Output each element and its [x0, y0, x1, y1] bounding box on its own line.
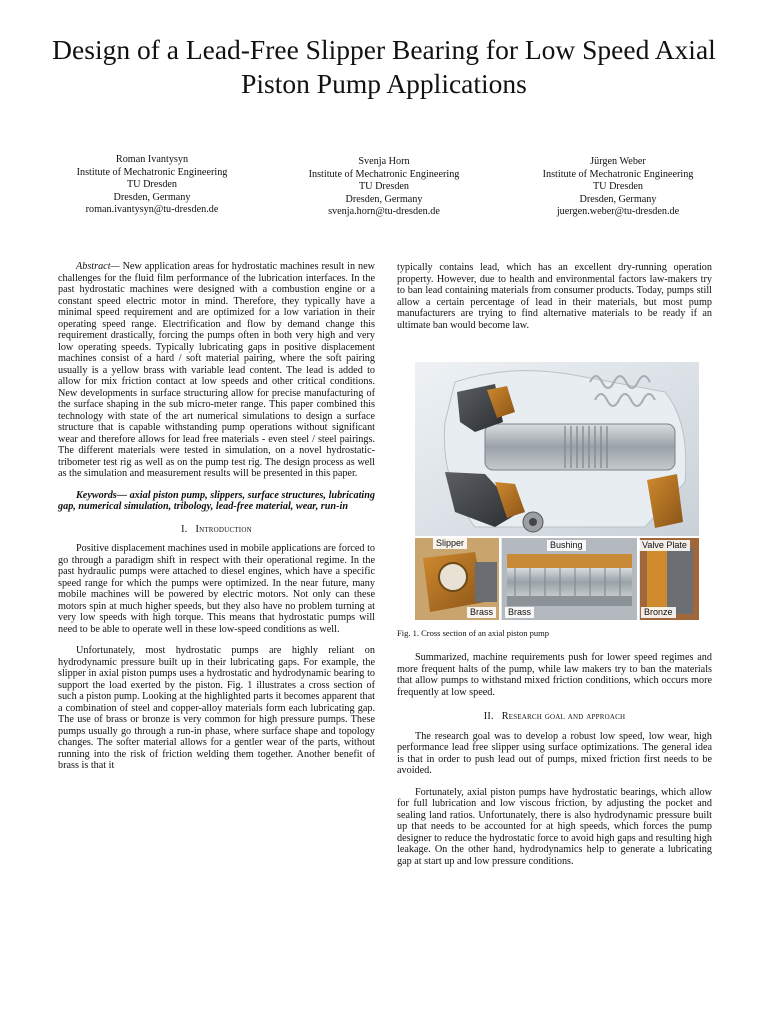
research-paragraph-1: The research goal was to develop a robust low speed, low wear, high performance lead free slipper using surface optimizations. The general idea is that in order to push lead out of pumps, mixed friction first needs to be avoided. — [397, 730, 712, 776]
section-number: II. — [483, 711, 494, 722]
figure-cross-section — [415, 362, 699, 620]
author-location: Dresden, Germany — [345, 193, 423, 205]
intro-paragraph-2: Unfortunately, most hydrostatic pumps are highly reliant on hydrodynamic pressure built up in their lubricating gaps. For example, the slipper in axial piston pumps uses a hydrostatic and hydrodynamic bearing to support the load exerted by the piston. Fig. 1 illustrates a cross section of such a piston pump. Looking at the highlighted parts it becomes apparent that a combination of steel and copper-alloy materials form each lubricating gap. The use of brass or bronze is very common for high pressure pumps. These pumps usually go through a run-in phase, where surface shape and topology changes. The softer material allows for a gentler wear of the parts, without running into the risk of friction welding them together. Another benefit of brass is that it — [58, 645, 375, 771]
intro-paragraph-2-continued: typically contains lead, which has an excellent dry-running operation property. However, due to health and environmental factors law-makers try to ban lead containing materials from consumer products. Today, pumps still allow a certain percentage of lead in their materials, but most pump manufacturers are trying to find alternative materials to be ready if an ultimate ban would become law. — [397, 262, 712, 331]
label-valve-plate: Valve Plate — [639, 540, 690, 551]
author-email[interactable]: roman.ivantysyn@tu-dresden.de — [85, 204, 219, 215]
author-institute: Institute of Mechatronic Engineering — [76, 166, 228, 178]
section-heading-intro — [58, 524, 375, 536]
author-block-3 — [498, 156, 738, 219]
author-institute: Institute of Mechatronic Engineering — [308, 168, 460, 180]
author-email[interactable]: juergen.weber@tu-dresden.de — [556, 206, 680, 217]
author-university: TU Dresden — [126, 179, 178, 190]
author-institute: Institute of Mechatronic Engineering — [542, 168, 694, 180]
right-column-bottom — [397, 652, 712, 867]
section-title: Introduction — [195, 523, 252, 535]
paper-title: Design of a Lead-Free Slipper Bearing for Low Speed Axial Piston Pump Applications — [52, 34, 716, 99]
keywords — [58, 490, 375, 513]
section-title: Research goal and approach — [501, 711, 626, 722]
abstract — [58, 261, 375, 480]
right-column-top — [397, 262, 712, 331]
abstract-text: New application areas for hydrostatic machines result in new challenges for the fluid film performance of the lubrication interfaces. In the past hydrostatic machines were designed with a combustion engine or a constant speed electric motor in mind. Therefore, they typically have a minimal speed requirement and are optimized for a low variation in their operating speed range. Electrification and flow by demand change this requirement drastically, forcing the pumps often in both very high and very low operating speeds. Typically lubricating gaps in positive displacement machines consist of a hard / soft material pairing, where the soft pairing usually is a yellow brass with variable lead content. The lead is added to allow for mix friction contact at low speeds and other critical conditions. New developments in surface structuring allow for precise manufacturing of the surface shaping in the sub micro-meter range. This paper combined this technology with state of the art numerical simulations to design a surface structure that is capable withstanding pump operations without significant wear and therefore allows for lead free materials - even steel / steel pairings. The different materials were tested in simulation, on a novel hydrostatic- tribometer test rig as well as on the pump test rig. The design process as well as the simulation and measurement results will be presented in this paper. — [58, 261, 375, 479]
label-brass-1: Brass — [467, 607, 496, 618]
abstract-label: Abstract— — [76, 261, 120, 272]
author-email[interactable]: svenja.horn@tu-dresden.de — [328, 206, 440, 217]
label-brass-2: Brass — [505, 607, 534, 618]
label-bronze: Bronze — [641, 607, 676, 618]
author-name: Roman Ivantysyn — [115, 154, 189, 165]
author-block-1 — [32, 154, 272, 217]
author-location: Dresden, Germany — [113, 191, 191, 203]
section-number: I. — [181, 523, 188, 535]
pump-cross-section-image — [415, 362, 699, 620]
section-heading-research — [397, 711, 712, 723]
author-name: Jürgen Weber — [590, 156, 646, 167]
keywords-label: Keywords— — [76, 489, 127, 501]
author-location: Dresden, Germany — [579, 193, 657, 205]
keywords-text: axial piston pump, slippers, surface structures, lubricating gap, numerical simulation, tribology, lead-free material, wear, run-in — [58, 489, 375, 512]
intro-paragraph-4: Summarized, machine requirements push for lower speed regimes and more frequent halts of the pump, while law makers try to ban the materials that allow pumps to withstand mixed friction conditions, which occurs more frequently at low speed. — [397, 652, 712, 698]
author-university: TU Dresden — [358, 181, 410, 192]
author-university: TU Dresden — [592, 181, 644, 192]
label-slipper: Slipper — [433, 538, 467, 549]
author-block-2 — [264, 156, 504, 219]
author-name: Svenja Horn — [358, 156, 410, 167]
intro-paragraph-1: Positive displacement machines used in mobile applications are forced to go through a paradigm shift in respect with their operational regime. In the past hydraulic pumps were attached to diesel engines, which have a specific speed range for which the pumps were optimized. In the near future, many mobile machines will be powered by electric motors. Not only can these motors spin at much higher speeds, but they also have no problem turning at very low speeds with high torque. This means that hydrostatic pumps will need to be able to operate well in these low-speed conditions as well. — [58, 543, 375, 635]
label-bushing: Bushing — [547, 540, 586, 551]
figure-caption: Fig. 1. Cross section of an axial piston pump — [397, 628, 550, 638]
research-paragraph-2: Fortunately, axial piston pumps have hydrostatic bearings, which allow for full lubrication and low viscous friction, by adjusting the pocket and sealing land ratios. Unfortunately, there is also hydrodynamic pressure built up that needs to be accounted for at high speeds, which forces the pump designer to reduce the hydrostatic force to avoid high gaps and resulting high leakage. On the other hand, hydrodynamics help to generate a lubricating gap at start up and low pressure conditions. — [397, 786, 712, 867]
left-column — [58, 261, 375, 772]
